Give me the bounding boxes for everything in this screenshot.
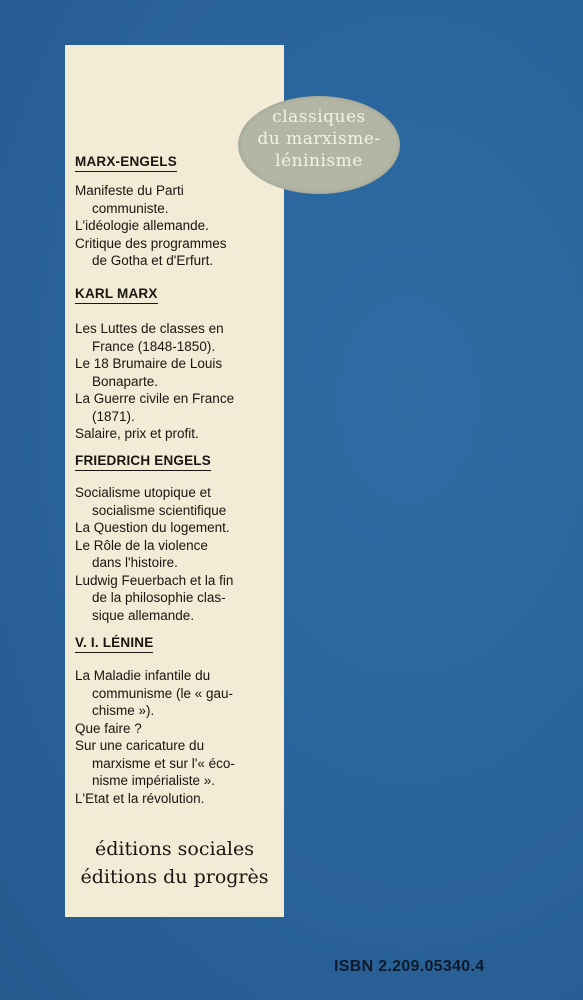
section-heading: MARX-ENGELS — [75, 154, 177, 172]
list-item: L'Etat et la révolution. — [75, 790, 205, 806]
seal-line: du marxisme- — [257, 129, 381, 149]
list-item: Que faire ? — [75, 720, 142, 736]
section-heading: V. I. LÉNINE — [75, 635, 153, 653]
list-item: La Maladie infantile du communisme (le « gau- chisme »). — [75, 668, 234, 718]
book-list-panel — [65, 45, 284, 917]
publisher-imprint — [65, 835, 284, 891]
list-item: L'idéologie allemande. — [75, 218, 209, 233]
list-item: Socialisme utopique et socialisme scientifique — [75, 485, 227, 518]
section-karl-marx — [75, 283, 287, 443]
section-heading: FRIEDRICH ENGELS — [75, 453, 211, 471]
list-item: Les Luttes de classes en France (1848-1850). — [75, 321, 224, 354]
list-item: Manifeste du Parti communiste. — [75, 183, 184, 216]
section-heading: KARL MARX — [75, 286, 158, 304]
list-item: Sur une caricature du marxisme et sur l'« éco- nisme impérialiste ». — [75, 738, 235, 788]
list-item: Ludwig Feuerbach et la fin de la philosophie clas- sique allemande. — [75, 572, 234, 623]
seal-line: classiques — [272, 107, 366, 127]
list-item: La Guerre civile en France (1871). — [75, 391, 235, 424]
list-item: Salaire, prix et profit. — [75, 426, 199, 441]
section-friedrich-engels — [75, 450, 287, 624]
list-item: Critique des programmes de Gotha et d'Erfurt. — [75, 235, 227, 268]
publisher-name: éditions du progrès — [80, 866, 269, 888]
seal-line: léninisme — [275, 151, 363, 171]
list-item: Le Rôle de la violence dans l'histoire. — [75, 537, 208, 570]
series-seal — [238, 96, 400, 194]
publisher-name: éditions sociales — [95, 838, 254, 860]
list-item: Le 18 Brumaire de Louis Bonaparte. — [75, 356, 223, 389]
section-lenine — [75, 632, 287, 807]
isbn-number: ISBN 2.209.05340.4 — [334, 958, 485, 975]
list-item: La Question du logement. — [75, 520, 230, 535]
